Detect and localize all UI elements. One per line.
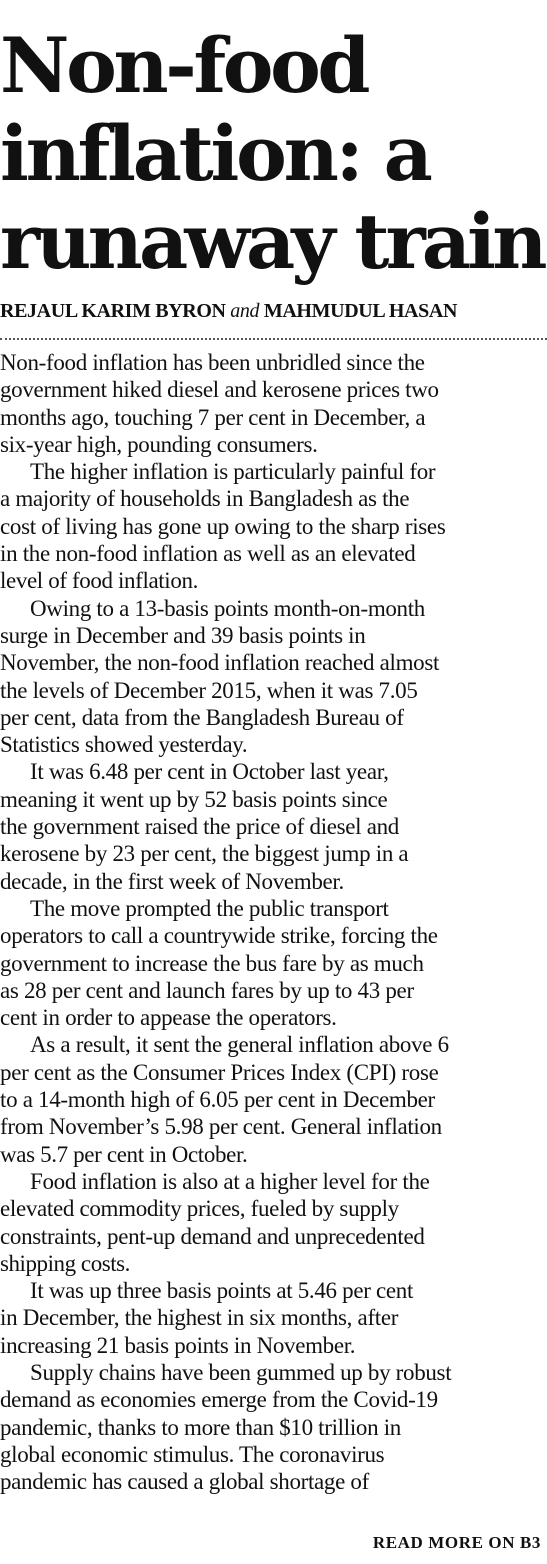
headline-line: Non-food [0,21,368,110]
article-line: constraints, pent-up demand and unprecedented [0,1223,425,1249]
article-line: to a 14-month high of 6.05 per cent in December [0,1087,435,1113]
article-line: as 28 per cent and launch fares by up to 43 per [0,977,414,1003]
article-line: a majority of households in Bangladesh as the [0,486,410,512]
article-line: pandemic, thanks to more than $10 trillion in [0,1414,401,1440]
article-line: in December, the highest in six months, after [0,1305,399,1331]
article-line: Statistics showed yesterday. [0,732,248,758]
article-line: meaning it went up by 52 basis points since [0,786,388,812]
headline [0,22,547,286]
article-line: level of food inflation. [0,568,198,594]
article-line: The higher inflation is particularly painful for [30,459,436,485]
article-line: Food inflation is also at a higher level for the [30,1168,430,1194]
article-line: November, the non-food inflation reached almost [0,650,440,676]
article-line: Non-food inflation has been unbridled since the [0,350,425,375]
article-line: months ago, touching 7 per cent in December, a [0,404,426,430]
article-line: global economic stimulus. The coronavirus [0,1441,385,1467]
article-line: cent in order to appease the operators. [0,1005,337,1031]
article-line: per cent, data from the Bangladesh Bureau of [0,704,404,730]
article-line: decade, in the first week of November. [0,868,344,894]
article-line: the levels of December 2015, when it was 7.05 [0,677,418,703]
article-line: surge in December and 39 basis points in [0,622,366,648]
article-body [0,349,547,1495]
article-line: was 5.7 per cent in October. [0,1141,248,1167]
article-line: operators to call a countrywide strike, forcing the [0,923,438,949]
article-line: the government raised the price of diesel and [0,814,399,840]
article-line: government hiked diesel and kerosene prices two [0,377,439,403]
article-line: As a result, it sent the general inflation above 6 [30,1032,449,1058]
article-line: The move prompted the public transport [30,895,389,921]
article-line: elevated commodity prices, fueled by supply [0,1196,399,1222]
article-line: increasing 21 basis points in November. [0,1332,356,1358]
byline-conjunction: and [230,300,260,322]
article-line: demand as economies emerge from the Covid-19 [0,1387,438,1413]
article-line: Owing to a 13-basis points month-on-month [30,595,425,621]
dotted-divider [0,338,547,340]
byline-author-1: REJAUL KARIM BYRON [0,300,226,322]
article-line: kerosene by 23 per cent, the biggest jump in a [0,841,409,867]
article-line: Supply chains have been gummed up by robust [30,1359,452,1385]
article-line: per cent as the Consumer Prices Index (CPI) rose [0,1059,439,1085]
byline [0,300,547,323]
article-line: six-year high, pounding consumers. [0,431,318,457]
article-line: in the non-food inflation as well as an elevated [0,541,416,567]
article-line: pandemic has caused a global shortage of [0,1469,369,1495]
article-line: shipping costs. [0,1250,130,1276]
article-line: cost of living has gone up owing to the sharp rises [0,513,446,539]
article-line: It was up three basis points at 5.46 per cent [30,1278,414,1304]
headline-line: inflation: a [0,109,430,198]
article-line: from November’s 5.98 per cent. General inflation [0,1114,442,1140]
read-more-link[interactable]: READ MORE ON B3 [372,1533,541,1552]
article-line: government to increase the bus fare by as much [0,950,424,976]
byline-author-2: MAHMUDUL HASAN [263,300,458,322]
article-line: It was 6.48 per cent in October last year, [30,759,389,785]
headline-line: runaway train [0,197,544,286]
